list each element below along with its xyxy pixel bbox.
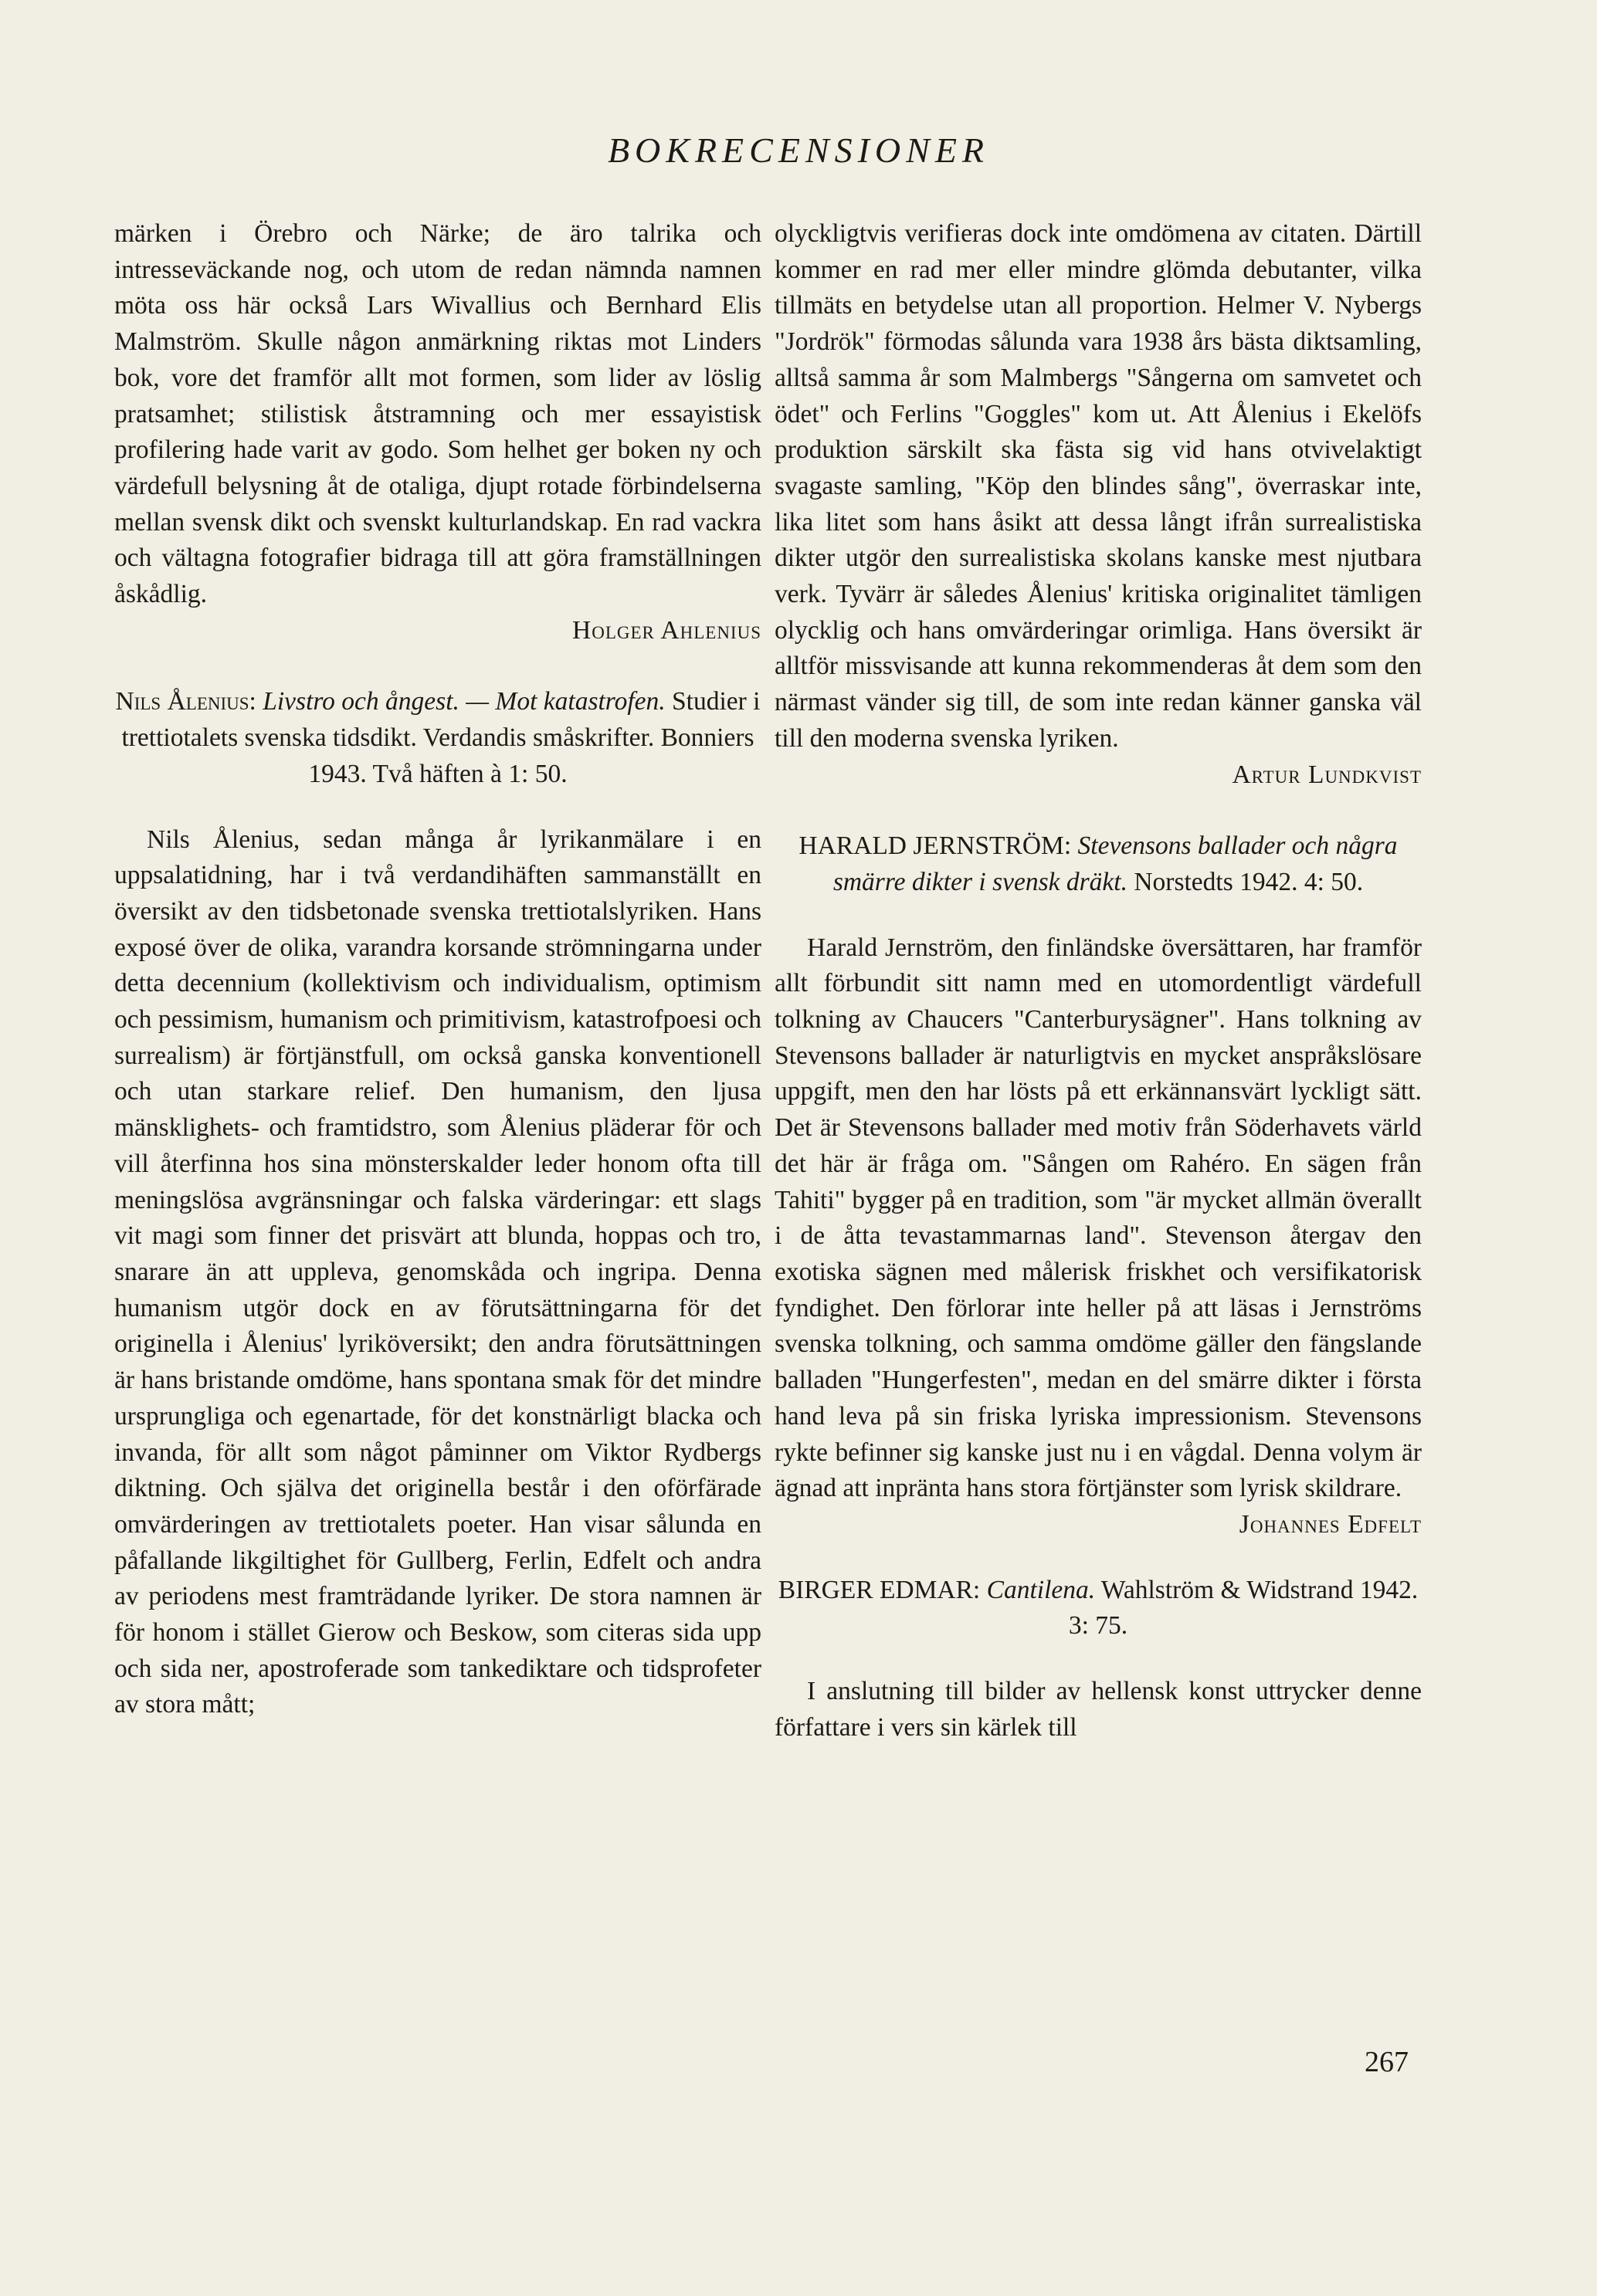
book-author: HARALD JERNSTRÖM: [798,831,1072,861]
review-signature-row [775,1507,1422,1543]
book-title: Livstro och ångest. — Mot katastrofen. [263,687,666,716]
right-column [775,216,1422,1746]
book-title: Cantilena. [986,1575,1096,1604]
book-details: Studier i trettiotalets svenska tidsdikt. Verdandis småskrifter. Bonniers 1943. Två häften à 1: 50. [121,687,761,788]
review-heading-jernstrom [775,828,1422,900]
reviewer-byline: Johannes Edfelt [1239,1509,1422,1539]
book-author: Nils Ålenius: [115,687,256,716]
book-author: BIRGER EDMAR: [778,1575,981,1604]
review-body: I anslutning till bilder av hellensk konst uttrycker denne författare i vers sin kärlek till [775,1677,1422,1742]
book-details: Norstedts 1942. 4: 50. [1134,867,1364,896]
page-number: 267 [1365,2046,1409,2078]
book-details: Wahlström & Widstrand 1942. 3: 75. [1068,1575,1419,1641]
running-head: BOKRECENSIONER [607,130,990,170]
left-column [114,216,761,1723]
review-body: Nils Ålenius, sedan många år lyrikanmälare i en uppsalatidning, har i två verdandihäften sammanställt en översikt av den tidsbetonade svenska trettiotalslyriken. Hans exposé över de olika, varandra korsande strömningarna under detta decennium (kollektivism och individualism, optimism och pessimism, humanism och primitivism, katastrofpoesi och surrealism) är förtjänstfull, om också ganska konventionell och utan starkare relief. Den humanism, den ljusa mänsklighets- och framtidstro, som Ålenius pläderar för och vill återfinna hos sina mönsterskalder leder honom ofta till meningslösa avgränsningar och falska värderingar: ett slags vit magi som finner det prisvärt att blunda, hoppas och tro, snarare än att uppleva, genomskåda och ingripa. Denna humanism utgör dock en av förutsättningarna för det originella i Ålenius' lyriköversikt; den andra förutsättningen är hans bristande omdöme, hans spontana smak för det mindre ursprungliga och egenartade, för det konstnärligt blacka och invanda, för allt som något påminner om Viktor Rydbergs diktning. Och själva det originella består i den oförfärade omvärderingen av trettiotalets poeter. Han visar sålunda en påfallande likgiltighet för Gullberg, Ferlin, Edfelt och andra av periodens mest framträdande lyriker. De stora namnen är för honom i stället Gierow och Beskow, som citeras sida upp och sida ner, apostroferade som tankediktare och tidsprofeter av stora mått; [114,825,761,1719]
review-signature-row [775,757,1422,794]
review-heading-edmar [775,1573,1422,1644]
review-signature-row [114,613,761,649]
continued-review-text: märken i Örebro och Närke; de äro talrika och intresseväckande nog, och utom de redan nämnda namnen möta oss här också Lars Wivallius och Bernhard Elis Malmström. Skulle någon anmärkning riktas mot Linders bok, vore det framför allt mot formen, som lider av löslig pratsamhet; stilistisk åtstramning och mer essayistisk profilering hade varit av godo. Som helhet ger boken ny och värdefull belysning åt de otaliga, djupt rotade förbindelserna mellan svensk dikt och svenskt kulturlandskap. En rad vackra och vältagna fotografier bidraga till att göra framställningen åskådlig. [114,219,761,609]
review-body: Harald Jernström, den finländske översättaren, har framför allt förbundit sitt namn med en utomordentligt värdefull tolkning av Chaucers "Canterburysägner". Hans tolkning av Stevensons ballader är naturligtvis en mycket anspråkslösare uppgift, men den har lösts på ett erkännansvärt lyckligt sätt. Det är Stevensons ballader med motiv från Söderhavets värld det här är fråga om. "Sången om Rahéro. En sägen från Tahiti" bygger på en tradition, som "är mycket allmän överallt i de åtta tevastammarnas land". Stevenson återgav den exotiska sägnen med målerisk friskhet och versifikatorisk fyndighet. Den förlorar inte heller på att läsas i Jernströms svenska tolkning, och samma omdöme gäller den fängslande balladen "Hungerfesten", medan en del smärre dikter i första hand leva på sin friska lyriska impressionism. Stevensons rykte befinner sig kanske just nu i en vågdal. Denna volym är ägnad att inpränta hans stora förtjänster som lyrisk skildrare. [775,933,1422,1503]
reviewer-byline: Holger Ahlenius [572,615,761,645]
continued-review-text: olyckligtvis verifieras dock inte omdömena av citaten. Därtill kommer en rad mer eller mindre glömda debutanter, vilka tillmäts en betydelse utan all proportion. Helmer V. Nybergs "Jordrök" förmodas sålunda vara 1938 års bästa diktsamling, alltså samma år som Malmbergs "Sångerna om samvetet och ödet" och Ferlins "Goggles" kom ut. Att Ålenius i Ekelöfs produktion särskilt ska fästa sig vid hans otvivelaktigt svagaste samling, "Köp den blindes sång", överraskar inte, lika litet som hans åsikt att dessa långt ifrån surrealistiska dikter utgör den surrealistiska skolans kanske mest njutbara verk. Tyvärr är således Ålenius' kritiska originalitet tämligen olycklig och hans omvärderingar orimliga. Hans översikt är alltför missvisande att kunna rekommenderas åt dem som den närmast vänder sig till, de som inte redan känner ganska väl till den moderna svenska lyriken. [775,219,1422,753]
book-title: Stevensons ballader och några smärre dikter i svensk dräkt. [832,831,1398,896]
reviewer-byline: Artur Lundkvist [1232,760,1422,789]
review-heading-alenius [114,684,761,792]
